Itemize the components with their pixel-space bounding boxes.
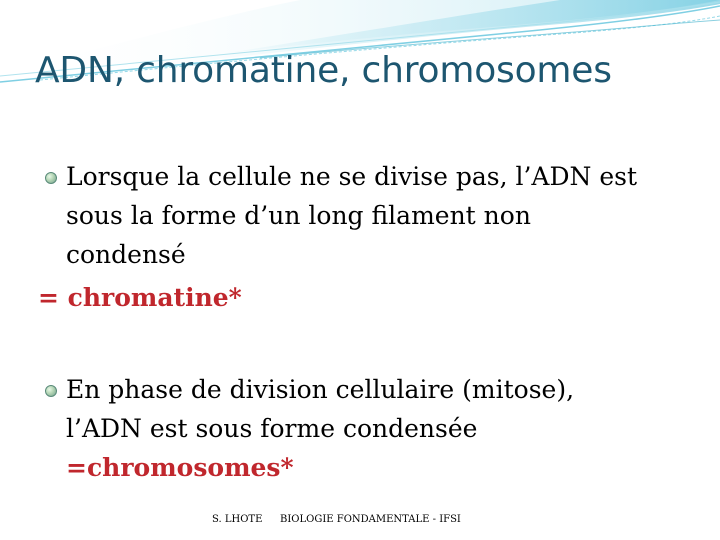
footer-course: BIOLOGIE FONDAMENTALE - IFSI [280, 514, 461, 525]
bullet-dot-icon [45, 172, 57, 184]
bullet-2-line-2: l’ADN est sous forme condensée [66, 414, 478, 443]
chromosomes-definition: =chromosomes* [66, 453, 294, 482]
bullet-1-line-2: sous la forme d’un long filament non [66, 201, 531, 230]
bullet-1-line-3: condensé [66, 240, 186, 269]
footer-author: S. LHOTE [212, 514, 263, 525]
bullet-dot-icon [45, 385, 57, 397]
chromatine-definition: = chromatine* [38, 283, 242, 312]
slide-title: ADN, chromatine, chromosomes [35, 50, 612, 91]
bullet-1-line-1: Lorsque la cellule ne se divise pas, l’ADN est [66, 162, 638, 191]
bullet-2-line-1: En phase de division cellulaire (mitose), [66, 375, 575, 404]
